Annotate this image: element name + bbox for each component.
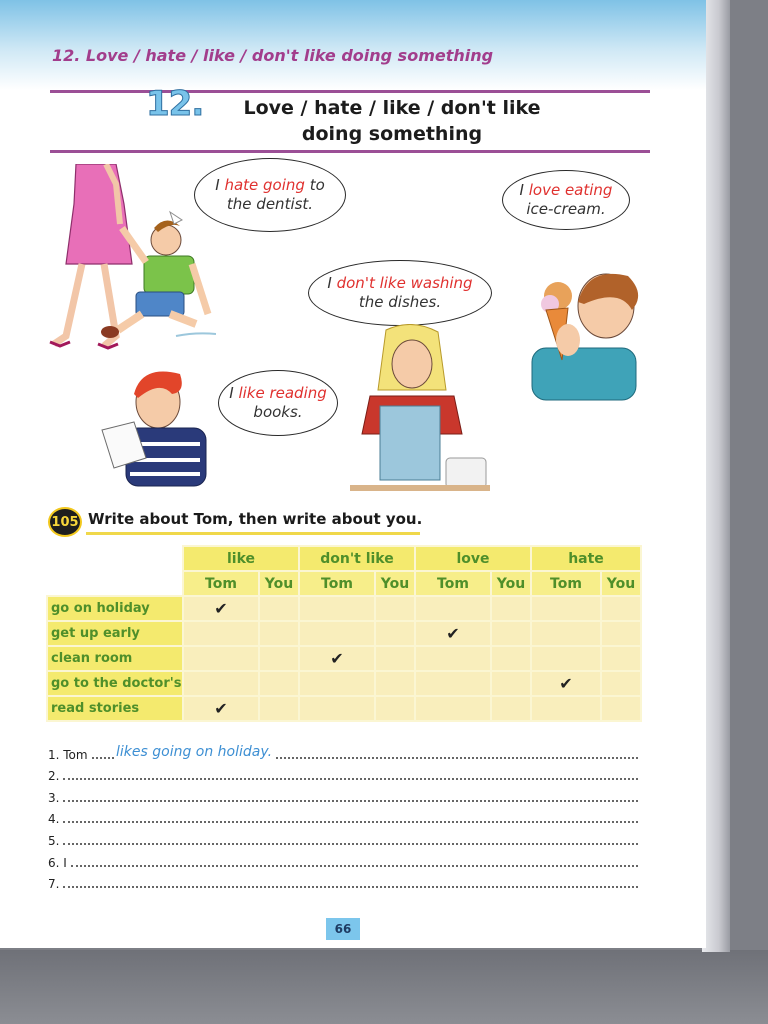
table-row bbox=[47, 696, 641, 721]
answer-line-1[interactable] bbox=[48, 740, 638, 762]
book-page-edge bbox=[702, 0, 730, 952]
bubble-text-pre: I bbox=[229, 384, 239, 402]
bubble-line-2: the dishes. bbox=[358, 293, 442, 311]
table-cell[interactable] bbox=[299, 621, 375, 646]
speech-bubble-love bbox=[502, 170, 630, 230]
answer-number: 2. bbox=[48, 769, 60, 784]
exercise-instruction: Write about Tom, then write about you. bbox=[88, 510, 423, 528]
table-cell[interactable] bbox=[375, 671, 415, 696]
unit-title-line-2: doing something bbox=[301, 123, 483, 145]
answer-dotted-line[interactable] bbox=[63, 886, 638, 888]
running-head: 12. Love / hate / like / don't like doing something bbox=[52, 46, 494, 65]
row-label: go to the doctor's bbox=[47, 671, 183, 696]
table-cell[interactable] bbox=[531, 596, 601, 621]
unit-number: 12. bbox=[146, 84, 204, 124]
answer-line-2[interactable] bbox=[48, 762, 638, 784]
boy-with-ice-cream-illustration bbox=[528, 264, 658, 404]
answer-number: 1. Tom bbox=[48, 747, 88, 762]
table-cell[interactable] bbox=[259, 646, 299, 671]
answer-dotted-line[interactable] bbox=[63, 821, 638, 823]
answer-number: 3. bbox=[48, 790, 60, 805]
table-cell[interactable] bbox=[601, 696, 641, 721]
table-corner-sub bbox=[47, 571, 183, 596]
table-cell[interactable] bbox=[375, 596, 415, 621]
table-cell[interactable] bbox=[601, 621, 641, 646]
bubble-line-2: books. bbox=[253, 403, 303, 421]
row-label: read stories bbox=[47, 696, 183, 721]
title-rule-bottom bbox=[50, 150, 650, 153]
table-cell[interactable] bbox=[415, 646, 491, 671]
table-row bbox=[47, 621, 641, 646]
answer-dotted-line[interactable] bbox=[63, 800, 638, 802]
title-rule-top bbox=[50, 90, 650, 93]
answer-line-6[interactable] bbox=[48, 848, 638, 870]
answer-line-4[interactable] bbox=[48, 805, 638, 827]
table-cell[interactable] bbox=[491, 671, 531, 696]
table-cell[interactable] bbox=[259, 621, 299, 646]
subheader-you: You bbox=[375, 571, 415, 596]
answer-number: 6. I bbox=[48, 855, 67, 870]
speech-bubble-hate bbox=[194, 158, 346, 232]
unit-title bbox=[212, 95, 572, 147]
table-corner bbox=[47, 546, 183, 571]
table-cell[interactable] bbox=[299, 596, 375, 621]
exercise-number: 105 bbox=[48, 507, 82, 537]
answer-dotted-line[interactable] bbox=[63, 778, 638, 780]
table-cell[interactable] bbox=[601, 671, 641, 696]
bubble-highlight: like reading bbox=[238, 384, 327, 402]
bubble-text-pre: I bbox=[215, 176, 225, 194]
answer-number: 4. bbox=[48, 812, 60, 827]
answer-lines bbox=[48, 740, 638, 891]
boy-reading-illustration bbox=[100, 364, 210, 488]
speech-bubble-like bbox=[218, 370, 338, 436]
table-cell[interactable] bbox=[259, 596, 299, 621]
answer-number: 7. bbox=[48, 877, 60, 892]
bubble-text-pre: I bbox=[327, 274, 337, 292]
table-row bbox=[47, 596, 641, 621]
table-header-row bbox=[47, 546, 641, 571]
table-cell[interactable] bbox=[531, 621, 601, 646]
subheader-tom: Tom bbox=[299, 571, 375, 596]
answer-line-5[interactable] bbox=[48, 826, 638, 848]
answer-dotted-line[interactable] bbox=[71, 865, 638, 867]
answer-number: 5. bbox=[48, 833, 60, 848]
desk-background bbox=[0, 950, 768, 1024]
bubble-line-2: ice-cream. bbox=[526, 200, 606, 218]
table-cell[interactable] bbox=[259, 671, 299, 696]
table-cell[interactable] bbox=[415, 696, 491, 721]
bubble-text-pre: I bbox=[519, 181, 529, 199]
subheader-you: You bbox=[491, 571, 531, 596]
table-cell[interactable] bbox=[491, 621, 531, 646]
table-row bbox=[47, 646, 641, 671]
bubble-highlight: don't like washing bbox=[336, 274, 473, 292]
answer-line-7[interactable] bbox=[48, 870, 638, 892]
unit-title-line-1: Love / hate / like / don't like bbox=[243, 97, 541, 119]
table-row bbox=[47, 671, 641, 696]
table-cell[interactable] bbox=[375, 696, 415, 721]
table-cell[interactable] bbox=[259, 696, 299, 721]
table-cell[interactable] bbox=[183, 671, 259, 696]
bubble-highlight: hate going bbox=[224, 176, 305, 194]
answer-dotted-line[interactable] bbox=[63, 843, 638, 845]
row-label: go on holiday bbox=[47, 596, 183, 621]
preferences-table bbox=[46, 545, 642, 722]
speech-bubble-dont-like bbox=[308, 260, 492, 326]
instruction-underline bbox=[86, 532, 420, 535]
table-cell[interactable] bbox=[491, 696, 531, 721]
girl-washing-dishes-illustration bbox=[350, 324, 490, 494]
table-cell[interactable] bbox=[183, 646, 259, 671]
bubble-line-2: the dentist. bbox=[226, 195, 314, 213]
subheader-tom: Tom bbox=[415, 571, 491, 596]
bubble-text-post: to bbox=[304, 176, 325, 194]
table-cell[interactable] bbox=[183, 621, 259, 646]
table-cell[interactable] bbox=[415, 671, 491, 696]
page-header-band bbox=[0, 0, 706, 90]
table-cell[interactable] bbox=[299, 671, 375, 696]
answer-line-3[interactable] bbox=[48, 783, 638, 805]
table-cell[interactable] bbox=[531, 696, 601, 721]
subheader-you: You bbox=[259, 571, 299, 596]
table-cell[interactable]: ✔ bbox=[531, 671, 601, 696]
table-cell[interactable] bbox=[299, 696, 375, 721]
bubble-highlight: love eating bbox=[528, 181, 613, 199]
table-subheader-row bbox=[47, 571, 641, 596]
subheader-tom: Tom bbox=[183, 571, 259, 596]
table-cell[interactable] bbox=[601, 596, 641, 621]
table-cell[interactable] bbox=[375, 646, 415, 671]
table-cell[interactable]: ✔ bbox=[183, 696, 259, 721]
column-header-hate: hate bbox=[531, 546, 641, 571]
table-cell[interactable] bbox=[491, 646, 531, 671]
row-label: get up early bbox=[47, 621, 183, 646]
table-cell[interactable]: ✔ bbox=[183, 596, 259, 621]
column-header-like: like bbox=[183, 546, 299, 571]
table-cell[interactable]: ✔ bbox=[299, 646, 375, 671]
subheader-you: You bbox=[601, 571, 641, 596]
subheader-tom: Tom bbox=[531, 571, 601, 596]
column-header-love: love bbox=[415, 546, 531, 571]
page-number: 66 bbox=[326, 918, 360, 940]
table-cell[interactable] bbox=[601, 646, 641, 671]
column-header-dont-like: don't like bbox=[299, 546, 415, 571]
table-cell[interactable] bbox=[531, 646, 601, 671]
table-cell[interactable] bbox=[375, 621, 415, 646]
woman-and-boy-illustration bbox=[46, 164, 216, 354]
answer-handwriting: likes going on holiday. bbox=[116, 743, 273, 760]
table-cell[interactable] bbox=[415, 596, 491, 621]
table-cell[interactable]: ✔ bbox=[415, 621, 491, 646]
table-cell[interactable] bbox=[491, 596, 531, 621]
row-label: clean room bbox=[47, 646, 183, 671]
